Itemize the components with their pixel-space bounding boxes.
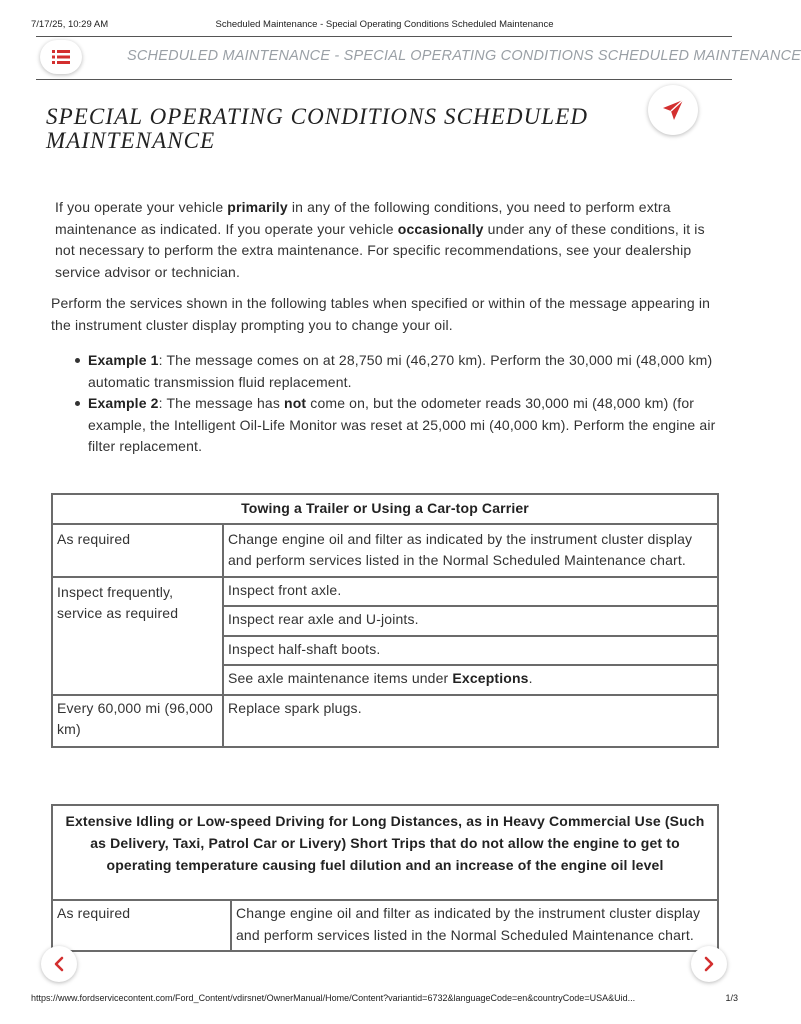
interval-cell: As required — [52, 524, 223, 577]
breadcrumb[interactable]: SCHEDULED MAINTENANCE - SPECIAL OPERATING CONDITIONS SCHEDULED MAINTENANCE — [127, 48, 801, 64]
menu-button[interactable] — [40, 40, 82, 74]
table-row — [52, 900, 718, 951]
intro-text: in any of the following conditions, you need to perform extra maintenance as indicated. If you operate your vehicle — [55, 199, 671, 237]
page-number: 1/3 — [725, 993, 738, 1003]
exceptions-reference: Exceptions — [452, 670, 529, 686]
share-button[interactable] — [648, 85, 698, 135]
list-item — [51, 350, 731, 393]
intro-text: under any of these conditions, it is not necessary to perform the extra maintenance. For specific recommendations, see your dealership service advisor or technician. — [55, 220, 705, 280]
interval-cell: As required — [52, 900, 231, 951]
chevron-left-icon — [52, 956, 66, 972]
emphasis-primarily: primarily — [227, 199, 288, 215]
table-header: Extensive Idling or Low-speed Driving for Long Distances, as in Heavy Commercial Use (Such as Delivery, Taxi, Patrol Car or Livery) Short Trips that do not allow the engine to get to operating temperature causing fuel dilution and an increase of the engine oil level — [52, 805, 718, 900]
service-cell: Change engine oil and filter as indicated by the instrument cluster display and perform services listed in the Normal Scheduled Maintenance chart. — [231, 900, 718, 951]
table-row — [52, 524, 718, 577]
service-cell: Replace spark plugs. — [223, 695, 718, 747]
print-header — [31, 19, 738, 33]
table-row — [52, 695, 718, 747]
table-header-row — [52, 805, 718, 900]
example-label: Example 1 — [88, 352, 159, 368]
top-divider — [36, 36, 732, 37]
interval-cell: Inspect frequently, service as required — [52, 577, 223, 695]
example-text: come on, but the odometer reads 30,000 mi (48,000 km) (for example, the Intelligent Oil-Life Monitor was reset at 25,000 mi (40,000 km). Perform the engine air filter replacement. — [88, 395, 716, 454]
paper-plane-icon — [661, 98, 685, 122]
towing-maintenance-table — [51, 493, 719, 748]
list-menu-icon — [52, 50, 70, 64]
nav-divider — [36, 79, 732, 80]
print-title: Scheduled Maintenance - Special Operating Conditions Scheduled Maintenance — [215, 19, 554, 30]
service-cell: Inspect half-shaft boots. — [223, 636, 718, 666]
page-url: https://www.fordservicecontent.com/Ford_Content/vdirsnet/OwnerManual/Home/Content?variantid=6732&languageCode=en&countryCode=USA&Uid... — [31, 993, 636, 1003]
example-label: Example 2 — [88, 395, 159, 411]
print-datetime: 7/17/25, 10:29 AM — [31, 19, 109, 30]
intro-paragraph — [55, 197, 727, 283]
examples-list — [51, 350, 731, 458]
idling-maintenance-table — [51, 804, 719, 952]
emphasis-not: not — [284, 395, 307, 411]
table-header-row — [52, 494, 718, 524]
services-paragraph: Perform the services shown in the following tables when specified or within of the message appearing in the instrument cluster display prompting you to change your oil. — [51, 295, 711, 333]
service-text: . — [528, 670, 533, 686]
example-text: : The message has — [158, 395, 285, 411]
next-page-button[interactable] — [691, 946, 727, 982]
page-title: SPECIAL OPERATING CONDITIONS SCHEDULED MAINTENANCE — [46, 104, 589, 153]
service-cell: Inspect rear axle and U-joints. — [223, 606, 718, 636]
interval-cell: Every 60,000 mi (96,000 km) — [52, 695, 223, 747]
table-row — [52, 577, 718, 607]
service-cell: Inspect front axle. — [223, 577, 718, 607]
service-cell — [223, 665, 718, 695]
list-item — [51, 393, 731, 458]
service-cell: Change engine oil and filter as indicated by the instrument cluster display and perform services listed in the Normal Scheduled Maintenance chart. — [223, 524, 718, 577]
intro-text: If you operate your vehicle — [55, 199, 228, 215]
chevron-right-icon — [702, 956, 716, 972]
service-text: See axle maintenance items under — [228, 670, 453, 686]
example-text: : The message comes on at 28,750 mi (46,270 km). Perform the 30,000 mi (48,000 km) automatic transmission fluid replacement. — [88, 352, 713, 390]
print-footer — [31, 993, 738, 1007]
table-header: Towing a Trailer or Using a Car-top Carrier — [52, 494, 718, 524]
emphasis-occasionally: occasionally — [397, 220, 484, 237]
previous-page-button[interactable] — [41, 946, 77, 982]
